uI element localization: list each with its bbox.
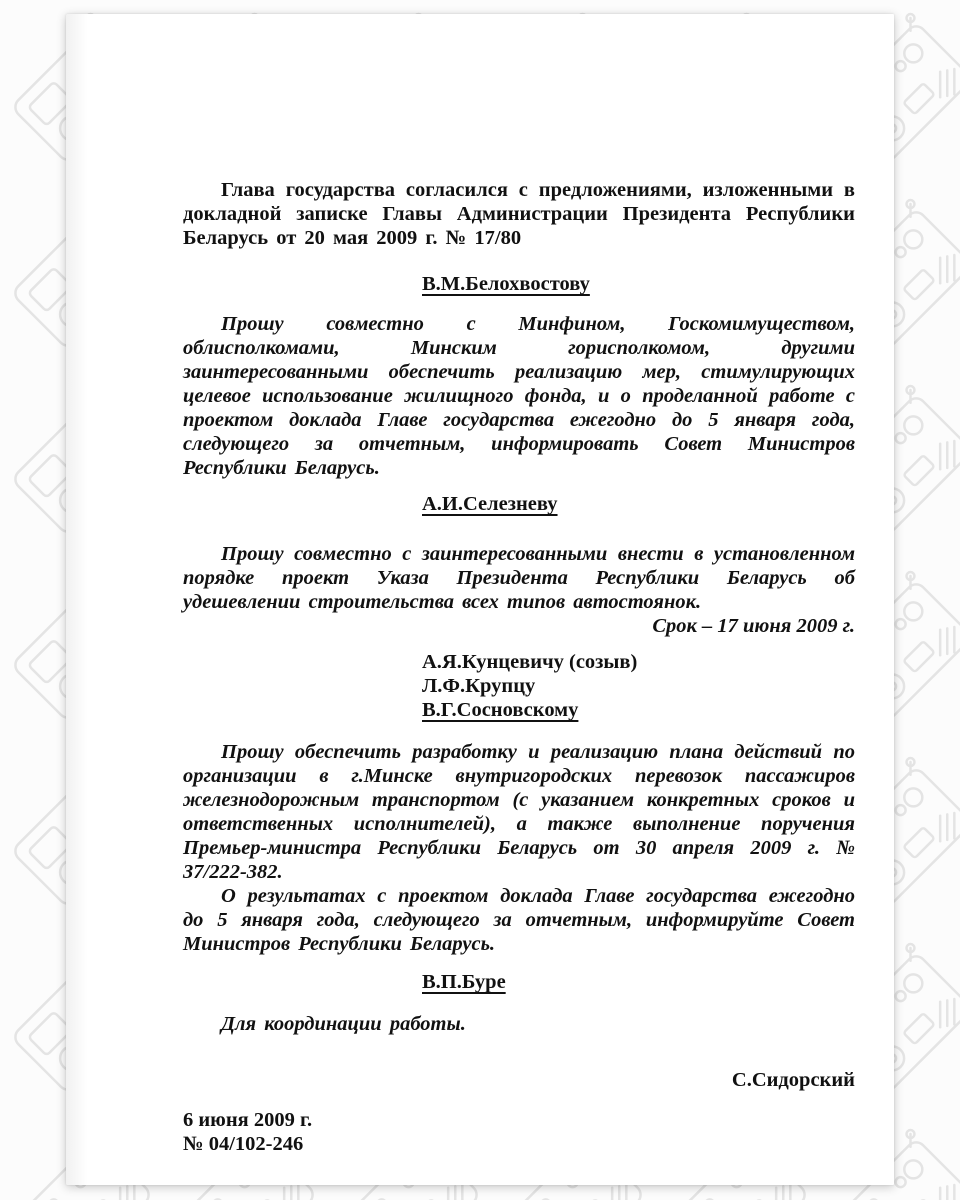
addressee-group-name-2: Л.Ф.Крупцу — [422, 675, 536, 697]
instruction-paragraph-2: Прошу совместно с заинтересованными внести в установленном порядке проект Указа Президента Республики Беларусь об удешевлении строительства всех типов автостоянок. — [183, 543, 855, 613]
instruction-paragraph-3a: Прошу обеспечить разработку и реализацию плана действий по организации в г.Минске внутригородских перевозок пассажиров железнодорожным транспортом (с указанием конкретных сроков и ответственных исполнителей), а также выполнение поручения Премьер-министра Республики Беларусь от 30 апреля 2009 г. № 37/222-382. — [183, 741, 855, 883]
coordination-note: Для координации работы. — [221, 1013, 466, 1035]
addressee-group-name-3-text: В.Г.Сосновскому — [422, 699, 579, 721]
deadline-line: Срок – 17 июня 2009 г. — [652, 615, 855, 637]
addressee-name-1: В.М.Белохвостову — [422, 273, 590, 295]
addressee-name-2: А.И.Селезневу — [422, 493, 558, 515]
intro-paragraph: Глава государства согласился с предложениями, изложенными в докладной записке Главы Администрации Президента Республики Беларусь от 20 мая 2009 г. № 17/80 — [183, 179, 855, 249]
addressee-group-name-3 — [422, 698, 855, 722]
document-registration-number: № 04/102-246 — [183, 1133, 304, 1155]
document-page — [66, 14, 894, 1185]
document-date: 6 июня 2009 г. — [183, 1109, 313, 1131]
addressee-group — [183, 650, 855, 722]
addressee-name-3: В.П.Буре — [422, 971, 506, 993]
addressee-group-name-1: А.Я.Кунцевичу (созыв) — [422, 651, 638, 673]
instruction-paragraph-3b: О результатах с проектом доклада Главе государства ежегодно до 5 января года, следующего за отчетным, информируйте Совет Министров Республики Беларусь. — [183, 885, 855, 955]
document-content — [183, 178, 855, 1156]
signature-name: С.Сидорский — [731, 1069, 855, 1091]
instruction-paragraph-1: Прошу совместно с Минфином, Госкомимуществом, облисполкомами, Минским горисполкомом, другими заинтересованными обеспечить реализацию мер, стимулирующих целевое использование жилищного фонда, и о проделанной работе с проектом доклада Главе государства ежегодно до 5 января года, следующего за отчетным, информировать Совет Министров Республики Беларусь. — [183, 313, 855, 479]
addressee-heading-2 — [422, 492, 855, 516]
addressee-heading-1 — [422, 272, 855, 296]
addressee-heading-3 — [422, 970, 855, 994]
